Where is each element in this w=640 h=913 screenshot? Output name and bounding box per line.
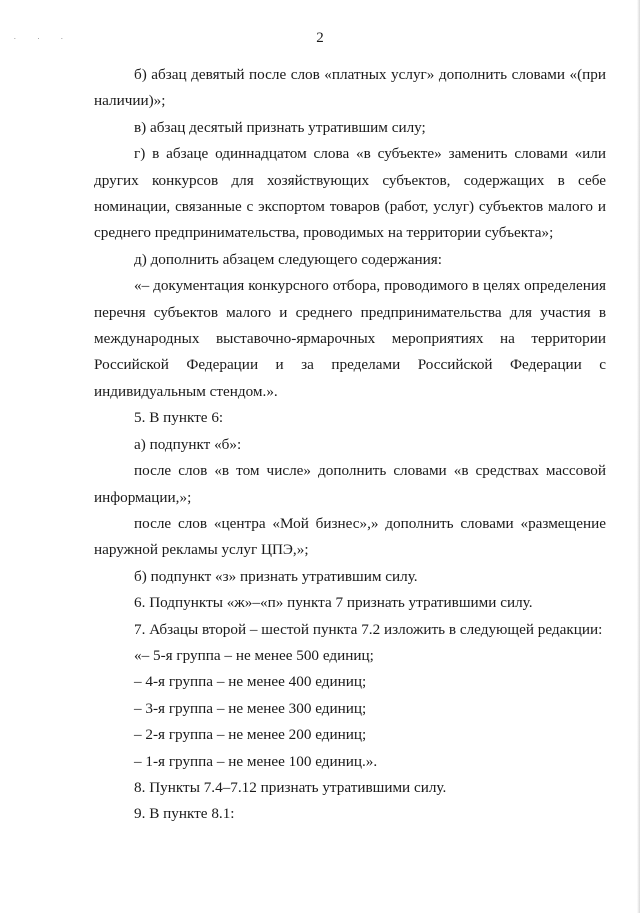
page-number: 2 [316, 30, 324, 46]
paragraph-item-8: 8. Пункты 7.4–7.12 признать утратившими силу. [134, 778, 447, 796]
paragraph-item-5: 5. В пункте 6: [134, 409, 224, 427]
paragraph-subitem-z: б) подпункт «з» признать утратившим силу. [134, 567, 418, 585]
document-body [94, 62, 606, 828]
paragraph-v-tenth: в) абзац десятый признать утратившим силу; [134, 118, 426, 136]
paragraph-item-6: 6. Подпункты «ж»–«п» пункта 7 признать утратившими силу. [134, 594, 533, 612]
paragraph-subitem-b: а) подпункт «б»: [134, 435, 242, 453]
paragraph-g-eleventh: г) в абзаце одиннадцатом слова «в субъекте» заменить словами «или других конкурсов для хозяйствующих субъектов, содержащих в себе номинации, связанные с экспортом товаров (работ, услуг) субъектов малого и среднего предпринимательства, проводимых на территории субъекта»; [94, 145, 606, 242]
paragraph-documentation: «– документация конкурсного отбора, проводимого в целях определения перечня субъектов малого и среднего предпринимательства для участия в международных выставочно-ярмарочных мероприятиях на территории Российской Федерации и за пределами Российской Федерации с индивидуальным стендом.». [94, 277, 606, 400]
list-item-group-3: – 3-я группа – не менее 300 единиц; [134, 699, 367, 717]
paragraph-d-add: д) дополнить абзацем следующего содержания: [134, 250, 442, 268]
paragraph-item-9: 9. В пункте 8.1: [134, 805, 235, 823]
list-item-group-1: – 1-я группа – не менее 100 единиц.». [134, 752, 378, 770]
list-item-group-5: «– 5-я группа – не менее 500 единиц; [134, 646, 374, 664]
list-item-group-4: – 4-я группа – не менее 400 единиц; [134, 673, 367, 691]
paragraph-mass-media: после слов «в том числе» дополнить словами «в средствах массовой информации,»; [94, 462, 606, 506]
paragraph-b-ninth: б) абзац девятый после слов «платных услуг» дополнить словами «(при наличии)»; [94, 66, 606, 110]
list-item-group-2: – 2-я группа – не менее 200 единиц; [134, 726, 367, 744]
scan-specks: . . . [14, 33, 73, 41]
paragraph-item-7: 7. Абзацы второй – шестой пункта 7.2 изложить в следующей редакции: [134, 620, 603, 638]
paragraph-my-business: после слов «центра «Мой бизнес»,» дополнить словами «размещение наружной рекламы услуг ЦПЭ,»; [94, 514, 606, 559]
